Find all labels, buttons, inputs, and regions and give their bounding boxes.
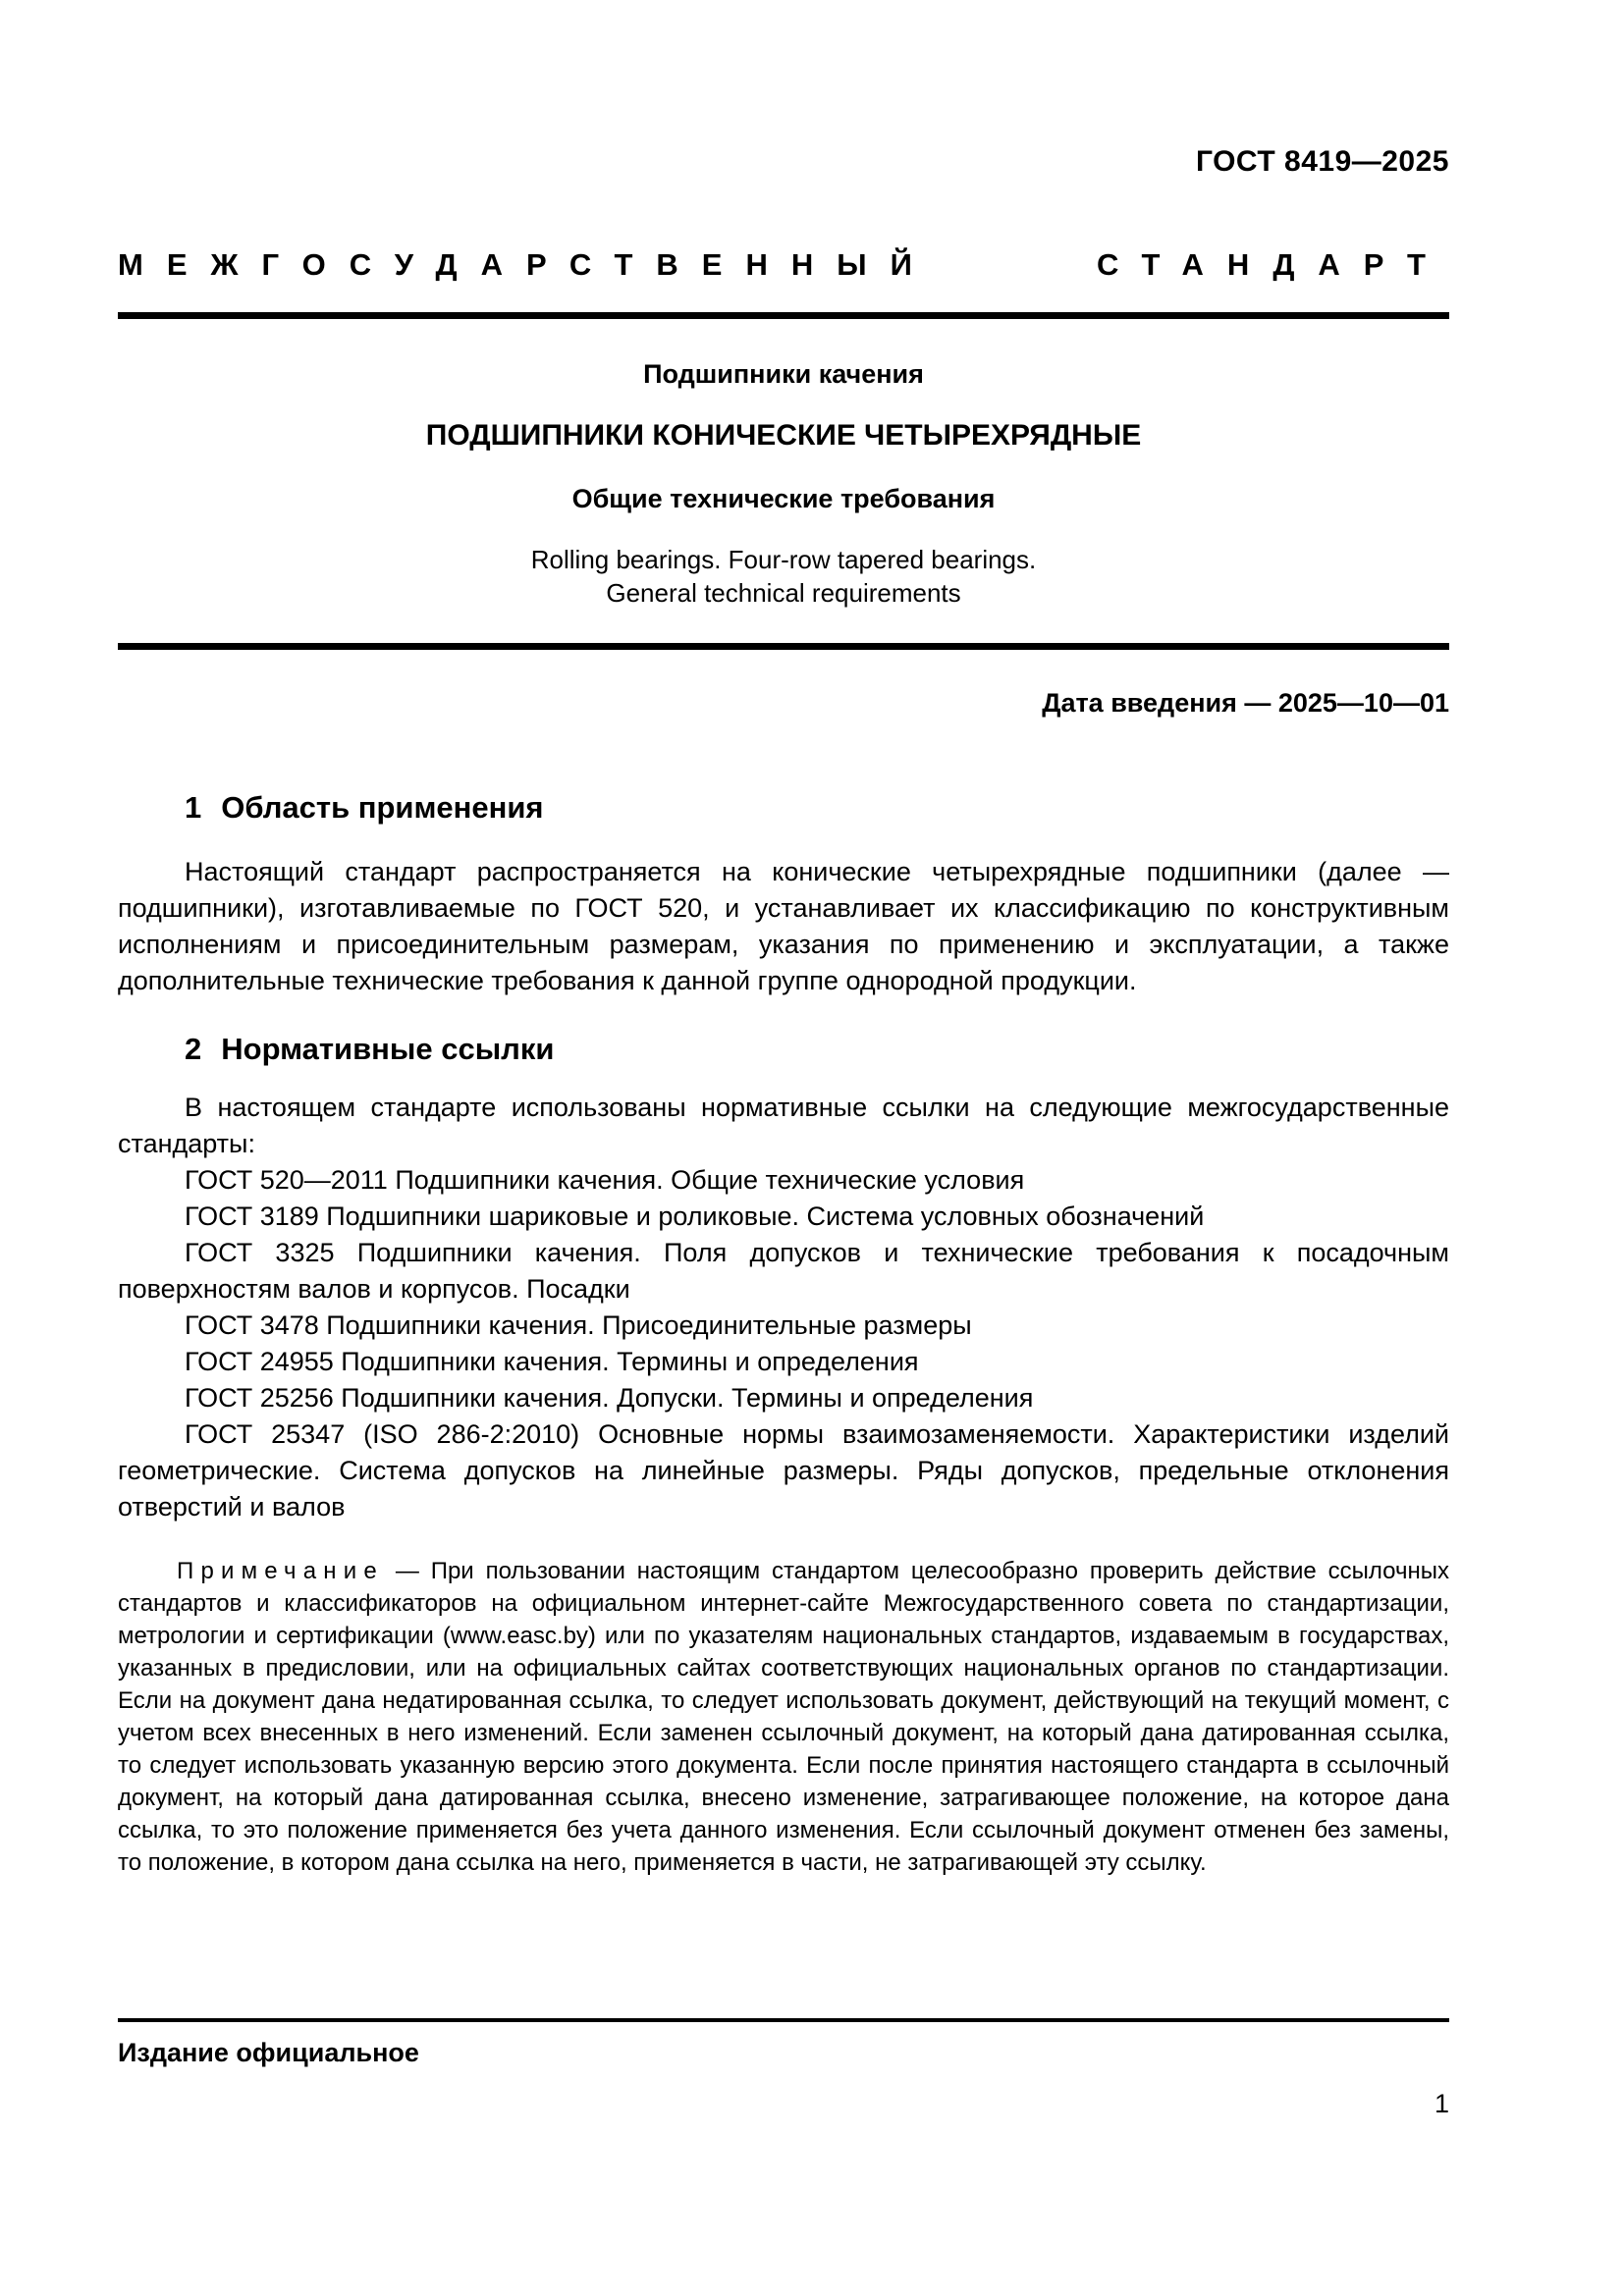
title-rule: [118, 643, 1449, 650]
section-2-title: Нормативные ссылки: [221, 1032, 555, 1066]
reference-item: ГОСТ 24955 Подшипники качения. Термины и определения: [185, 1347, 919, 1376]
section-1-heading: [185, 790, 1449, 826]
section-1-title: Область применения: [221, 790, 544, 825]
reference-item: ГОСТ 25256 Подшипники качения. Допуски. Термины и определения: [185, 1383, 1034, 1413]
title-english: [118, 543, 1449, 610]
section-2-heading: [185, 1032, 1449, 1067]
effective-date: Дата введения — 2025—10—01: [1042, 688, 1449, 718]
title-main: ПОДШИПНИКИ КОНИЧЕСКИЕ ЧЕТЫРЕХРЯДНЫЕ: [425, 419, 1142, 452]
standard-type-banner: МЕЖГОСУДАРСТВЕННЫЙ СТАНДАРТ: [118, 247, 1449, 282]
note-block: [118, 1555, 1449, 1879]
header-rule: [118, 312, 1449, 319]
footer-rule: [118, 2018, 1449, 2022]
section-2-number: 2: [185, 1032, 202, 1066]
doc-code: ГОСТ 8419—2025: [1195, 145, 1449, 178]
reference-item: ГОСТ 3325 Подшипники качения. Поля допусков и технические требования к посадочным поверхностям валов и корпусов. Посадки: [118, 1238, 1449, 1304]
note-text: — При пользовании настоящим стандартом целесообразно проверить действие ссылочных стандартов и классификаторов на официальном интернет-сайте Межгосударственного совета по стандартизации, метрологии и сертификации (www.easc.by) или по указателям национальных стандартов, издаваемым в государствах, указанных в предисловии, или на официальных сайтах соответствующих национальных органов по стандартизации. Если на документ дана недатированная ссылка, то следует использовать документ, действующий на текущий момент, с учетом всех внесенных в него изменений. Если заменен ссылочный документ, на который дана датированная ссылка, то следует использовать указанную версию этого документа. Если после принятия настоящего стандарта в ссылочный документ, на который дана датированная ссылка, внесено изменение, затрагивающее положение, на которое дана ссылка, то это положение применяется без учета данного изменения. Если ссылочный документ отменен без замены, то положение, в котором дана ссылка на него, применяется в части, не затрагивающей эту ссылку.: [118, 1558, 1450, 1876]
section-1-number: 1: [185, 790, 202, 825]
title-english-line2: General technical requirements: [606, 578, 961, 608]
reference-item: ГОСТ 3189 Подшипники шариковые и роликовые. Система условных обозначений: [185, 1201, 1205, 1231]
edition-label: Издание официальное: [118, 2038, 419, 2067]
section-2-intro: В настоящем стандарте использованы нормативные ссылки на следующие межгосударственные стандарты:: [118, 1093, 1449, 1158]
reference-item: ГОСТ 25347 (ISO 286-2:2010) Основные нормы взаимозаменяемости. Характеристики изделий геометрические. Система допусков на линейные размеры. Ряды допусков, предельные отклонения отверстий и валов: [118, 1419, 1449, 1522]
section-1-paragraph: Настоящий стандарт распространяется на конические четырехрядные подшипники (далее — подшипники), изготавливаемые по ГОСТ 520, и устанавливает их классификацию по конструктивным исполнениям и присоединительным размерам, указания по применению и эксплуатации, а также дополнительные технические требования к данной группе однородной продукции.: [118, 857, 1449, 995]
reference-item: ГОСТ 520—2011 Подшипники качения. Общие технические условия: [185, 1165, 1025, 1195]
title-subtitle: Общие технические требования: [571, 484, 996, 513]
reference-item: ГОСТ 3478 Подшипники качения. Присоединительные размеры: [185, 1310, 972, 1340]
page-number: 1: [1434, 2089, 1449, 2118]
title-english-line1: Rolling bearings. Four-row tapered bearings.: [530, 545, 1037, 574]
title-group: Подшипники качения: [643, 359, 924, 389]
note-label: Примечание: [177, 1558, 384, 1584]
